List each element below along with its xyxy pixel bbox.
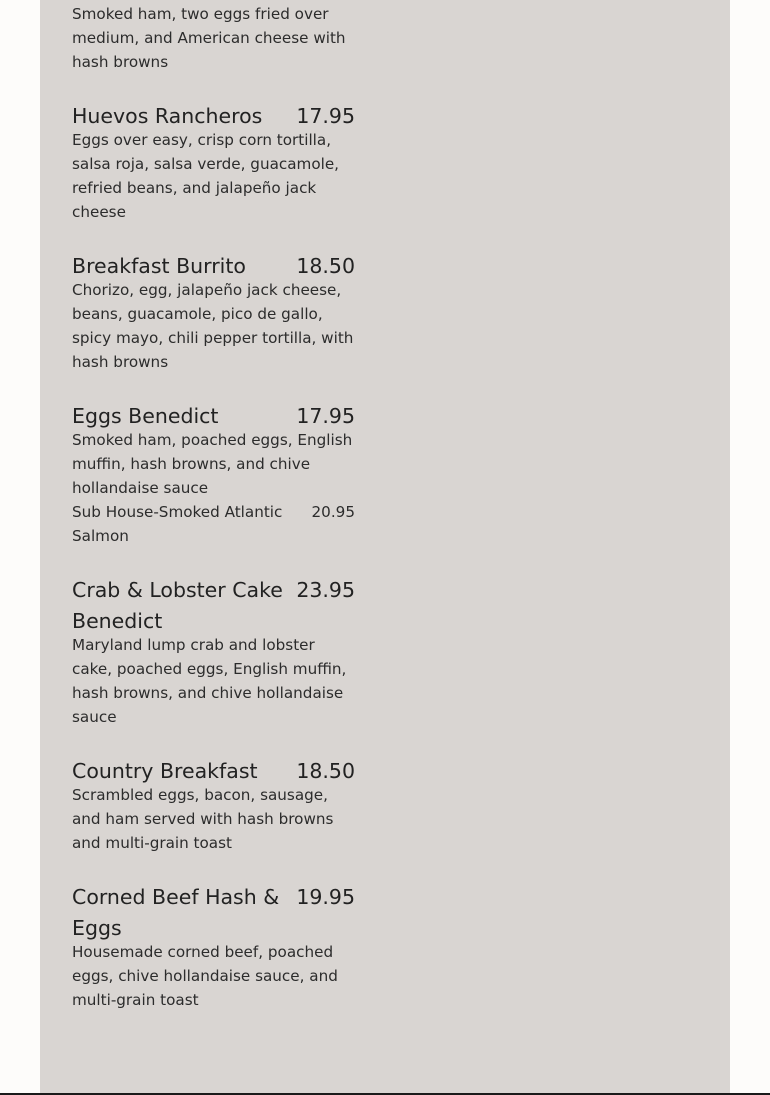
- item-description: Scrambled eggs, bacon, sausage, and ham served with hash browns and multi-grain toast: [72, 786, 334, 852]
- menu-item-corned-beef-hash: [72, 882, 355, 1012]
- item-price: 18.50: [296, 254, 355, 278]
- menu-item-crab-lobster-cake-benedict: [72, 575, 355, 729]
- menu-item-eggs-benedict: [72, 401, 355, 548]
- menu-item-breakfast-burrito: [72, 251, 355, 374]
- item-substitution: [72, 500, 355, 548]
- item-price: 19.95: [296, 885, 355, 909]
- menu-item-huevos-rancheros: [72, 101, 355, 224]
- item-name: Crab & Lobster Cake Benedict: [72, 578, 283, 633]
- item-description: Chorizo, egg, jalapeño jack cheese, beans, guacamole, pico de gallo, spicy mayo, chili pepper tortilla, with hash browns: [72, 281, 354, 371]
- item-description: Maryland lump crab and lobster cake, poached eggs, English muffin, hash browns, and chive hollandaise sauce: [72, 636, 347, 726]
- item-price: 17.95: [296, 404, 355, 428]
- item-name: Country Breakfast: [72, 759, 258, 783]
- item-name: Corned Beef Hash & Eggs: [72, 885, 280, 940]
- item-name: Huevos Rancheros: [72, 104, 263, 128]
- item-description: Smoked ham, poached eggs, English muffin, hash browns, and chive hollandaise sauce: [72, 431, 353, 497]
- item-price: 18.50: [296, 759, 355, 783]
- item-price: 17.95: [296, 104, 355, 128]
- item-name: Eggs Benedict: [72, 404, 219, 428]
- item-price: 23.95: [296, 578, 355, 602]
- menu-item-country-breakfast: [72, 756, 355, 855]
- substitution-price: 20.95: [311, 503, 355, 521]
- item-description: Housemade corned beef, poached eggs, chive hollandaise sauce, and multi-grain toast: [72, 943, 338, 1009]
- item-description: Eggs over easy, crisp corn tortilla, salsa roja, salsa verde, guacamole, refried beans, and jalapeño jack cheese: [72, 131, 340, 221]
- substitution-name: Sub House-Smoked Atlantic Salmon: [72, 503, 283, 545]
- menu-list: [72, 2, 355, 1039]
- item-name: Breakfast Burrito: [72, 254, 246, 278]
- item-description: Smoked ham, two eggs fried over medium, and American cheese with hash browns: [72, 5, 346, 71]
